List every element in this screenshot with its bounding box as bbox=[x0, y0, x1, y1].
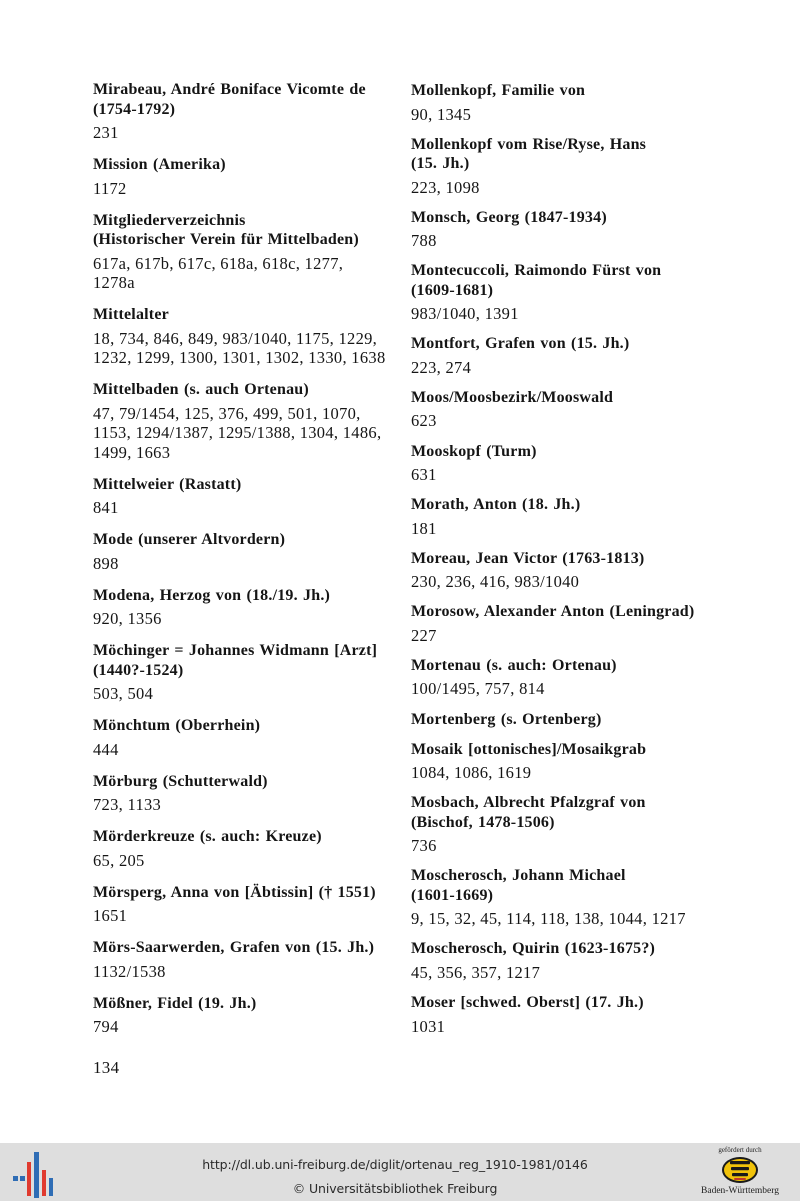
entry-heading-line: (1440?-1524) bbox=[93, 661, 184, 679]
entry-page-refs bbox=[411, 304, 751, 324]
entry-page-refs-line: 90, 1345 bbox=[411, 104, 472, 124]
index-entry bbox=[93, 80, 393, 143]
entry-heading bbox=[411, 549, 751, 569]
entry-heading bbox=[93, 80, 393, 119]
footer-url-link[interactable]: http://dl.ub.uni-freiburg.de/diglit/ortenau_reg_1910-1981/0146 bbox=[202, 1157, 588, 1172]
entry-heading-line: Montecuccoli, Raimondo Fürst von bbox=[411, 262, 662, 280]
entry-heading-line: Mirabeau, André Boniface Vicomte de bbox=[93, 81, 366, 98]
index-entry bbox=[411, 993, 751, 1036]
entry-heading-line: Mode (unserer Altvordern) bbox=[93, 531, 286, 549]
page-number: 134 bbox=[93, 1058, 120, 1077]
entry-page-refs-line: 9, 15, 32, 45, 114, 118, 138, 1044, 1217 bbox=[411, 909, 686, 929]
entry-heading bbox=[93, 530, 393, 550]
entry-page-refs bbox=[411, 626, 751, 646]
entry-heading-line: Modena, Herzog von (18./19. Jh.) bbox=[93, 586, 331, 604]
index-entry bbox=[411, 81, 751, 124]
entry-page-refs-line: 231 bbox=[93, 123, 119, 142]
entry-heading-line: (Bischof, 1478-1506) bbox=[411, 813, 555, 831]
entry-heading-line: Mittelbaden (s. auch Ortenau) bbox=[93, 381, 309, 399]
entry-page-refs-line: 736 bbox=[411, 836, 437, 856]
entry-heading bbox=[93, 155, 393, 175]
entry-heading-line: Mörs-Saarwerden, Grafen von (15. Jh.) bbox=[93, 939, 375, 957]
entry-page-refs bbox=[93, 179, 393, 199]
entry-heading bbox=[411, 135, 751, 174]
coat-of-arms-icon bbox=[720, 1155, 760, 1185]
entry-page-refs-line: 47, 79/1454, 125, 376, 499, 501, 1070, bbox=[93, 403, 361, 423]
index-entry bbox=[411, 442, 751, 485]
footer-bar bbox=[0, 1143, 800, 1201]
entry-page-refs-line: 623 bbox=[411, 411, 437, 431]
entry-page-refs bbox=[411, 679, 751, 699]
index-column-right bbox=[411, 81, 751, 1036]
index-column-left bbox=[93, 80, 393, 1037]
entry-heading-line: Mörburg (Schutterwald) bbox=[93, 772, 268, 790]
index-entry bbox=[93, 772, 393, 815]
entry-heading-line: Moscherosch, Quirin (1623-1675?) bbox=[411, 940, 656, 958]
entry-page-refs-line: 181 bbox=[411, 518, 437, 538]
index-entry bbox=[411, 740, 751, 783]
index-entry bbox=[411, 710, 751, 730]
entry-heading bbox=[411, 939, 751, 959]
entry-page-refs bbox=[411, 178, 751, 198]
entry-page-refs-line: 444 bbox=[93, 739, 119, 759]
entry-page-refs-line: 723, 1133 bbox=[93, 795, 162, 815]
entry-heading-line: Moos/Moosbezirk/Mooswald bbox=[411, 388, 614, 406]
entry-page-refs bbox=[411, 411, 751, 431]
entry-heading bbox=[411, 793, 751, 832]
entry-page-refs-line: 794 bbox=[93, 1017, 119, 1037]
entry-page-refs bbox=[93, 851, 393, 871]
entry-page-refs-line: 1651 bbox=[93, 906, 128, 926]
entry-heading-line: Möchinger = Johannes Widmann [Arzt] bbox=[93, 642, 378, 660]
entry-heading-line: (Historischer Verein für Mittelbaden) bbox=[93, 231, 359, 249]
entry-page-refs bbox=[93, 740, 393, 760]
entry-page-refs-line: 18, 734, 846, 849, 983/1040, 1175, 1229, bbox=[93, 328, 378, 348]
entry-page-refs-line: 1132/1538 bbox=[93, 961, 166, 981]
index-entry bbox=[93, 211, 393, 293]
entry-page-refs bbox=[93, 609, 393, 629]
entry-page-refs bbox=[93, 684, 393, 704]
entry-page-refs bbox=[411, 519, 751, 539]
entry-heading bbox=[411, 740, 751, 760]
entry-heading-line: Mosbach, Albrecht Pfalzgraf von bbox=[411, 794, 646, 812]
index-entry bbox=[411, 135, 751, 198]
entry-heading-line: (1601-1669) bbox=[411, 886, 494, 904]
entry-page-refs bbox=[411, 836, 751, 856]
index-entry bbox=[411, 388, 751, 431]
entry-heading-line: Mönchtum (Oberrhein) bbox=[93, 717, 261, 735]
entry-heading bbox=[93, 938, 393, 958]
index-entry bbox=[93, 994, 393, 1037]
entry-page-refs bbox=[93, 1017, 393, 1037]
entry-heading-line: Mollenkopf, Familie von bbox=[411, 82, 586, 99]
entry-page-refs-line: 223, 1098 bbox=[411, 177, 480, 197]
entry-page-refs-line: 65, 205 bbox=[93, 850, 145, 870]
entry-heading-line: Morath, Anton (18. Jh.) bbox=[411, 496, 581, 514]
sponsor-label: gefördert durch bbox=[718, 1146, 762, 1154]
entry-page-refs-line: 100/1495, 757, 814 bbox=[411, 679, 545, 699]
entry-page-refs bbox=[93, 906, 393, 926]
footer-copyright: © Universitätsbibliothek Freiburg bbox=[292, 1181, 498, 1196]
entry-page-refs bbox=[93, 962, 393, 982]
entry-heading bbox=[411, 866, 751, 905]
entry-heading bbox=[93, 475, 393, 495]
entry-heading-line: (15. Jh.) bbox=[411, 155, 470, 173]
entry-page-refs-line: 983/1040, 1391 bbox=[411, 304, 519, 324]
entry-page-refs-line: 1172 bbox=[93, 178, 127, 198]
entry-page-refs-line: 230, 236, 416, 983/1040 bbox=[411, 572, 580, 592]
sponsor-block bbox=[692, 1146, 788, 1201]
entry-page-refs bbox=[411, 465, 751, 485]
entry-heading bbox=[411, 388, 751, 408]
index-entry bbox=[411, 793, 751, 856]
entry-page-refs-line: 1153, 1294/1387, 1295/1388, 1304, 1486, bbox=[93, 423, 382, 443]
entry-heading-line: Monsch, Georg (1847-1934) bbox=[411, 208, 607, 226]
index-entry bbox=[411, 866, 751, 929]
entry-heading bbox=[93, 211, 393, 250]
entry-page-refs-line: 227 bbox=[411, 625, 437, 645]
entry-heading-line: Mosaik [ottonisches]/Mosaikgrab bbox=[411, 740, 647, 758]
entry-heading bbox=[93, 716, 393, 736]
entry-heading-line: Mission (Amerika) bbox=[93, 156, 226, 174]
entry-heading bbox=[93, 305, 393, 325]
entry-page-refs bbox=[411, 909, 751, 929]
entry-heading-line: Mooskopf (Turm) bbox=[411, 442, 537, 460]
entry-page-refs bbox=[411, 358, 751, 378]
index-entry bbox=[411, 261, 751, 324]
entry-heading bbox=[411, 602, 751, 622]
entry-page-refs bbox=[411, 572, 751, 592]
entry-heading-line: Mößner, Fidel (19. Jh.) bbox=[93, 994, 257, 1012]
index-entry bbox=[411, 939, 751, 982]
entry-page-refs-line: 920, 1356 bbox=[93, 609, 162, 629]
entry-heading bbox=[93, 827, 393, 847]
entry-heading bbox=[411, 261, 751, 300]
index-entry bbox=[411, 208, 751, 251]
index-entry bbox=[93, 155, 393, 198]
entry-page-refs-line: 898 bbox=[93, 553, 119, 573]
entry-page-refs-line: 1031 bbox=[411, 1016, 446, 1036]
entry-heading-line: Moser [schwed. Oberst] (17. Jh.) bbox=[411, 994, 644, 1011]
entry-heading-line: Mörderkreuze (s. auch: Kreuze) bbox=[93, 828, 322, 846]
index-entry bbox=[93, 827, 393, 870]
index-entry bbox=[93, 380, 393, 462]
entry-heading bbox=[411, 710, 751, 730]
entry-page-refs bbox=[93, 329, 393, 368]
index-entry bbox=[93, 938, 393, 981]
entry-heading bbox=[411, 442, 751, 462]
entry-heading bbox=[411, 81, 751, 101]
index-entry bbox=[411, 549, 751, 592]
entry-page-refs-line: 1232, 1299, 1300, 1301, 1302, 1330, 1638 bbox=[93, 348, 386, 368]
entry-heading-line: Morosow, Alexander Anton (Leningrad) bbox=[411, 603, 695, 621]
entry-page-refs bbox=[93, 554, 393, 574]
entry-heading bbox=[93, 883, 393, 903]
entry-page-refs bbox=[411, 763, 751, 783]
index-entry bbox=[93, 883, 393, 926]
entry-heading bbox=[93, 641, 393, 680]
entry-page-refs bbox=[411, 963, 751, 983]
entry-heading bbox=[411, 656, 751, 676]
index-entry bbox=[93, 530, 393, 573]
entry-heading-line: Mörsperg, Anna von [Äbtissin] († 1551) bbox=[93, 883, 376, 901]
entry-page-refs bbox=[93, 123, 393, 143]
entry-page-refs bbox=[93, 254, 393, 293]
entry-heading bbox=[93, 586, 393, 606]
entry-page-refs bbox=[411, 1017, 751, 1037]
entry-page-refs-line: 788 bbox=[411, 231, 437, 251]
entry-page-refs-line: 223, 274 bbox=[411, 357, 472, 377]
entry-heading-line: (1754-1792) bbox=[93, 100, 176, 118]
entry-heading bbox=[93, 994, 393, 1014]
entry-page-refs-line: 45, 356, 357, 1217 bbox=[411, 962, 541, 982]
entry-page-refs bbox=[93, 404, 393, 463]
entry-heading-line: Mittelweier (Rastatt) bbox=[93, 475, 242, 493]
entry-page-refs-line: 1278a bbox=[93, 273, 135, 293]
entry-page-refs bbox=[93, 498, 393, 518]
index-entry bbox=[93, 716, 393, 759]
entry-heading-line: Moscherosch, Johann Michael bbox=[411, 867, 626, 885]
entry-heading-line: Mittelalter bbox=[93, 306, 169, 324]
index-entry bbox=[93, 475, 393, 518]
entry-heading bbox=[411, 993, 751, 1013]
entry-heading-line: Mortenau (s. auch: Ortenau) bbox=[411, 656, 617, 674]
index-entry bbox=[93, 305, 393, 368]
index-entry bbox=[411, 602, 751, 645]
entry-heading-line: Mortenberg (s. Ortenberg) bbox=[411, 710, 602, 728]
entry-page-refs-line: 1499, 1663 bbox=[93, 442, 171, 462]
entry-heading-line: Moreau, Jean Victor (1763-1813) bbox=[411, 549, 645, 567]
entry-heading-line: (1609-1681) bbox=[411, 281, 494, 299]
entry-page-refs-line: 503, 504 bbox=[93, 684, 154, 704]
entry-heading bbox=[411, 208, 751, 228]
entry-page-refs-line: 617a, 617b, 617c, 618a, 618c, 1277, bbox=[93, 253, 344, 273]
entry-heading-line: Mollenkopf vom Rise/Ryse, Hans bbox=[411, 135, 647, 153]
entry-heading-line: Mitgliederverzeichnis bbox=[93, 211, 246, 229]
entry-page-refs bbox=[411, 105, 751, 125]
entry-heading bbox=[411, 334, 751, 354]
index-entry bbox=[411, 334, 751, 377]
index-entry bbox=[93, 586, 393, 629]
entry-page-refs-line: 631 bbox=[411, 465, 437, 485]
index-entry bbox=[411, 656, 751, 699]
entry-heading-line: Montfort, Grafen von (15. Jh.) bbox=[411, 335, 630, 353]
index-entry bbox=[93, 641, 393, 704]
sponsor-name: Baden-Württemberg bbox=[701, 1186, 779, 1196]
entry-heading bbox=[411, 495, 751, 515]
entry-page-refs-line: 1084, 1086, 1619 bbox=[411, 763, 532, 783]
entry-page-refs bbox=[411, 231, 751, 251]
entry-heading bbox=[93, 772, 393, 792]
library-logo-icon bbox=[12, 1152, 54, 1198]
index-entry bbox=[411, 495, 751, 538]
entry-page-refs bbox=[93, 795, 393, 815]
entry-page-refs-line: 841 bbox=[93, 498, 119, 518]
entry-heading bbox=[93, 380, 393, 400]
